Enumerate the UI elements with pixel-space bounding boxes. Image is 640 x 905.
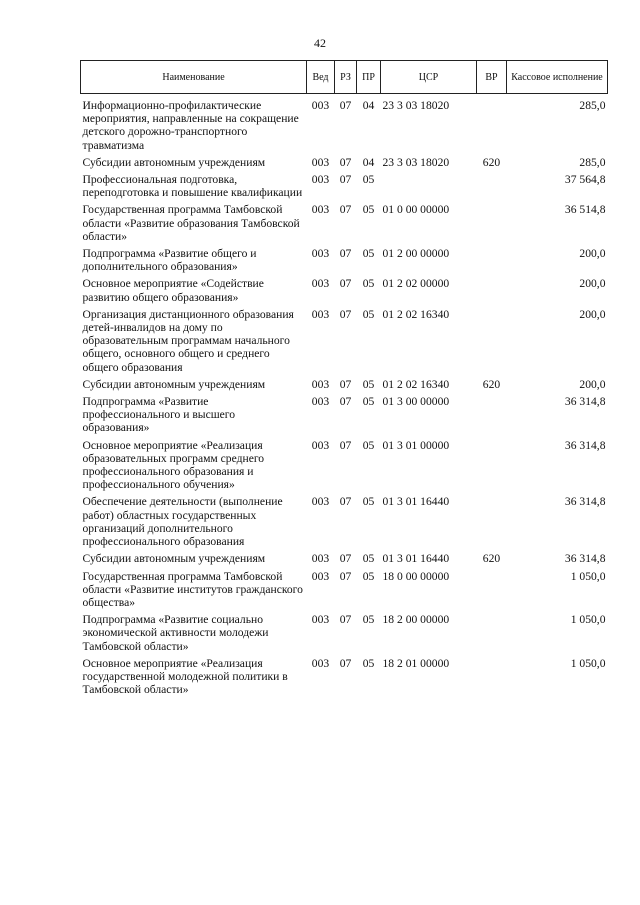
cell-csr: 18 2 00 00000	[382, 613, 450, 627]
cell-pr: 04	[362, 155, 375, 169]
cell-vr	[477, 394, 507, 438]
cell-name: Основное мероприятие «Реализация образовательных программ среднего профессионального образования и профессионального обучения»	[82, 438, 265, 492]
cell-rz: 07	[339, 495, 352, 509]
cell-rz: 07	[339, 99, 352, 112]
cell-amount: 36 314,8	[564, 395, 606, 409]
cell-vr	[477, 438, 507, 495]
cell-csr: 23 3 03 18020	[382, 155, 450, 169]
cell-csr: 01 3 00 00000	[382, 395, 450, 409]
header-pr: ПР	[357, 61, 381, 94]
cell-csr: 01 3 01 16440	[382, 552, 450, 566]
cell-rz: 07	[339, 203, 352, 217]
cell-rz: 07	[339, 155, 352, 169]
header-amount: Кассовое исполнение	[507, 61, 608, 94]
cell-rz: 07	[339, 173, 352, 187]
cell-pr: 05	[362, 307, 375, 321]
cell-pr: 05	[362, 656, 375, 670]
cell-name: Информационно-профилактические мероприятия, направленные на сокращение детского дорожно-транспортного травматизма	[82, 99, 299, 152]
cell-amount: 200,0	[579, 247, 606, 261]
cell-amount: 285,0	[579, 99, 606, 112]
cell-pr: 05	[362, 395, 375, 409]
cell-ved: 003	[311, 569, 330, 583]
cell-ved: 003	[311, 613, 330, 627]
cell-pr: 05	[362, 552, 375, 566]
cell-ved: 003	[311, 203, 330, 217]
cell-csr: 01 0 00 00000	[382, 203, 450, 217]
cell-vr: 620	[482, 552, 501, 566]
cell-ved: 003	[311, 438, 330, 452]
table-row	[81, 155, 608, 172]
cell-vr: 620	[482, 377, 501, 391]
table-row	[81, 394, 608, 438]
budget-table	[80, 60, 608, 699]
table-row	[81, 551, 608, 568]
table-header	[81, 61, 608, 94]
cell-rz: 07	[339, 613, 352, 627]
cell-pr: 05	[362, 173, 375, 187]
cell-name: Субсидии автономным учреждениям	[82, 552, 266, 566]
cell-ved: 003	[311, 377, 330, 391]
cell-csr: 01 3 01 16440	[382, 495, 450, 509]
cell-name: Подпрограмма «Развитие профессионального и высшего образования»	[82, 395, 236, 435]
cell-rz: 07	[339, 569, 352, 583]
cell-amount: 36 314,8	[564, 438, 606, 452]
cell-amount: 1 050,0	[570, 613, 606, 627]
cell-csr: 23 3 03 18020	[382, 99, 450, 112]
header-vr: ВР	[477, 61, 507, 94]
cell-amount: 36 314,8	[564, 552, 606, 566]
cell-rz: 07	[339, 656, 352, 670]
header-rz: РЗ	[335, 61, 357, 94]
cell-pr: 05	[362, 438, 375, 452]
cell-ved: 003	[311, 247, 330, 261]
cell-csr: 18 0 00 00000	[382, 569, 450, 583]
header-csr: ЦСР	[381, 61, 477, 94]
cell-ved: 003	[311, 495, 330, 509]
cell-name: Субсидии автономным учреждениям	[82, 377, 266, 391]
cell-amount: 1 050,0	[570, 569, 606, 583]
cell-rz: 07	[339, 377, 352, 391]
cell-pr: 05	[362, 569, 375, 583]
header-ved: Вед	[307, 61, 335, 94]
table-row	[81, 438, 608, 495]
cell-ved: 003	[311, 277, 330, 291]
cell-ved: 003	[311, 99, 330, 112]
cell-vr	[477, 307, 507, 377]
cell-rz: 07	[339, 247, 352, 261]
cell-amount: 1 050,0	[570, 656, 606, 670]
cell-amount: 36 314,8	[564, 495, 606, 509]
table-row	[81, 202, 608, 246]
cell-name: Профессиональная подготовка, переподготовка и повышение квалификации	[82, 173, 303, 200]
table-row	[81, 98, 608, 155]
cell-pr: 04	[362, 99, 375, 112]
cell-csr: 01 2 02 16340	[382, 377, 450, 391]
cell-name: Основное мероприятие «Содействие развитию общего образования»	[82, 277, 264, 304]
cell-csr: 01 2 00 00000	[382, 247, 450, 261]
cell-pr: 05	[362, 247, 375, 261]
cell-vr	[477, 612, 507, 656]
table-row	[81, 246, 608, 276]
cell-pr: 05	[362, 377, 375, 391]
table-row	[81, 612, 608, 656]
cell-amount: 285,0	[579, 155, 606, 169]
cell-name: Подпрограмма «Развитие общего и дополнительного образования»	[82, 247, 257, 274]
cell-vr	[477, 276, 507, 306]
cell-csr: 01 2 02 00000	[382, 277, 450, 291]
cell-csr: 01 2 02 16340	[382, 307, 450, 321]
table-row	[81, 307, 608, 377]
table-row	[81, 172, 608, 202]
cell-amount: 200,0	[579, 377, 606, 391]
cell-ved: 003	[311, 656, 330, 670]
cell-vr	[477, 246, 507, 276]
cell-rz: 07	[339, 307, 352, 321]
cell-vr	[477, 569, 507, 613]
page-number: 42	[314, 36, 326, 50]
cell-amount: 37 564,8	[564, 173, 606, 187]
cell-vr	[477, 494, 507, 551]
cell-pr: 05	[362, 203, 375, 217]
cell-csr: 18 2 01 00000	[382, 656, 450, 670]
cell-name: Субсидии автономным учреждениям	[82, 155, 266, 169]
table-row	[81, 494, 608, 551]
table-row	[81, 656, 608, 700]
cell-name: Государственная программа Тамбовской области «Развитие институтов гражданского общества»	[82, 569, 303, 609]
cell-vr	[477, 98, 507, 155]
table-row	[81, 377, 608, 394]
header-name: Наименование	[81, 61, 307, 94]
cell-rz: 07	[339, 438, 352, 452]
cell-rz: 07	[339, 277, 352, 291]
cell-vr: 620	[482, 155, 501, 169]
cell-rz: 07	[339, 395, 352, 409]
cell-csr: 01 3 01 00000	[382, 438, 450, 452]
cell-pr: 05	[362, 277, 375, 291]
cell-name: Основное мероприятие «Реализация государственной молодежной политики в Тамбовской области»	[82, 656, 288, 697]
cell-csr	[381, 172, 477, 202]
cell-name: Обеспечение деятельности (выполнение работ) областных государственных организаций дополнительного профессионального образования	[82, 495, 283, 549]
cell-ved: 003	[311, 307, 330, 321]
cell-name: Организация дистанционного образования детей-инвалидов на дому по образовательным программам начального общего, основного общего и среднего общего образования	[82, 307, 294, 374]
cell-vr	[477, 172, 507, 202]
cell-ved: 003	[311, 155, 330, 169]
cell-amount: 200,0	[579, 307, 606, 321]
table-body	[81, 94, 608, 700]
cell-pr: 05	[362, 495, 375, 509]
cell-vr	[477, 656, 507, 700]
cell-amount: 36 514,8	[564, 203, 606, 217]
cell-ved: 003	[311, 552, 330, 566]
cell-amount: 200,0	[579, 277, 606, 291]
table-row	[81, 569, 608, 613]
cell-ved: 003	[311, 173, 330, 187]
table-row	[81, 276, 608, 306]
cell-vr	[477, 202, 507, 246]
cell-ved: 003	[311, 395, 330, 409]
cell-pr: 05	[362, 613, 375, 627]
cell-name: Подпрограмма «Развитие социально экономической активности молодежи Тамбовской области»	[82, 613, 269, 653]
cell-name: Государственная программа Тамбовской области «Развитие образования Тамбовской области»	[82, 203, 300, 243]
cell-rz: 07	[339, 552, 352, 566]
